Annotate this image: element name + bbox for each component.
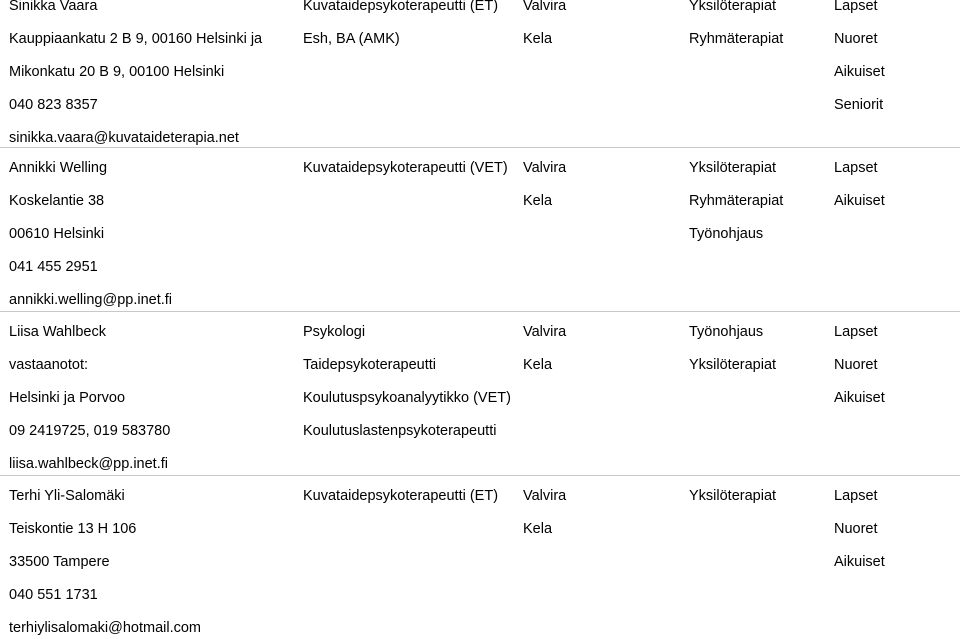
contact-cell: Kauppiaankatu 2 B 9, 00160 Helsinki ja	[9, 30, 263, 47]
contact-cell: Mikonkatu 20 B 9, 00100 Helsinki	[9, 63, 225, 80]
entry-row	[0, 519, 960, 539]
contact-cell: Koskelantie 38	[9, 192, 105, 209]
qualification-cell: Esh, BA (AMK)	[303, 30, 400, 47]
contact-cell: terhiylisalomaki@hotmail.com	[9, 619, 201, 636]
contact-cell: 040 551 1731	[9, 586, 98, 603]
entry-row	[0, 257, 960, 277]
entry-row	[0, 421, 960, 441]
entry-row	[0, 322, 960, 342]
client-group-cell: Lapset	[834, 488, 878, 504]
service-cell: Yksilöterapiat	[689, 488, 777, 504]
entry-row	[0, 128, 960, 148]
entry-row	[0, 290, 960, 310]
entry-row	[0, 224, 960, 244]
entry-row	[0, 191, 960, 211]
client-group-cell: Aikuiset	[834, 553, 885, 570]
qualification-cell: Psykologi	[303, 324, 366, 340]
qualification-cell: Taidepsykoterapeutti	[303, 356, 436, 373]
contact-cell: Sinikka Vaara	[9, 0, 98, 14]
contact-cell: 33500 Tampere	[9, 553, 110, 570]
contact-cell: 041 455 2951	[9, 258, 98, 275]
contact-cell: 00610 Helsinki	[9, 225, 105, 242]
client-group-cell: Seniorit	[834, 96, 884, 113]
client-group-cell: Aikuiset	[834, 192, 885, 209]
contact-cell: Helsinki ja Porvoo	[9, 389, 126, 406]
client-group-cell: Lapset	[834, 0, 878, 14]
contact-cell: annikki.welling@pp.inet.fi	[9, 291, 173, 308]
qualification-cell: Kuvataidepsykoterapeutti (ET)	[303, 488, 499, 504]
registration-cell: Valvira	[523, 160, 567, 176]
entry-row	[0, 454, 960, 474]
registration-cell: Kela	[523, 520, 553, 537]
contact-cell: 040 823 8357	[9, 96, 98, 113]
qualification-cell: Koulutuslastenpsykoterapeutti	[303, 422, 497, 439]
entry-divider	[0, 147, 960, 148]
qualification-cell: Koulutuspsykoanalyytikko (VET)	[303, 389, 511, 406]
entry-row	[0, 552, 960, 572]
registration-cell: Kela	[523, 356, 553, 373]
client-group-cell: Lapset	[834, 160, 878, 176]
entry-row	[0, 95, 960, 115]
contact-cell: Teiskontie 13 H 106	[9, 520, 137, 537]
entry-row	[0, 158, 960, 178]
contact-cell: liisa.wahlbeck@pp.inet.fi	[9, 455, 168, 472]
registration-cell: Valvira	[523, 324, 567, 340]
entry-row	[0, 585, 960, 605]
service-cell: Ryhmäterapiat	[689, 30, 784, 47]
service-cell: Ryhmäterapiat	[689, 192, 784, 209]
client-group-cell: Nuoret	[834, 520, 878, 537]
service-cell: Työnohjaus	[689, 324, 764, 340]
service-cell: Yksilöterapiat	[689, 356, 777, 373]
client-group-cell: Aikuiset	[834, 389, 885, 406]
service-cell: Työnohjaus	[689, 225, 764, 242]
client-group-cell: Nuoret	[834, 356, 878, 373]
qualification-cell: Kuvataidepsykoterapeutti (ET)	[303, 0, 499, 14]
contact-cell: vastaanotot:	[9, 356, 88, 373]
entry-row	[0, 388, 960, 408]
client-group-cell: Aikuiset	[834, 63, 885, 80]
registration-cell: Kela	[523, 30, 553, 47]
service-cell: Yksilöterapiat	[689, 160, 777, 176]
contact-cell: Terhi Yli-Salomäki	[9, 488, 125, 504]
entry-row	[0, 0, 960, 16]
contact-cell: Liisa Wahlbeck	[9, 324, 106, 340]
entry-divider	[0, 311, 960, 312]
entry-divider	[0, 475, 960, 476]
entry-row	[0, 62, 960, 82]
registration-cell: Valvira	[523, 0, 567, 14]
contact-cell: sinikka.vaara@kuvataideterapia.net	[9, 129, 239, 146]
registration-cell: Valvira	[523, 488, 567, 504]
contact-cell: 09 2419725, 019 583780	[9, 422, 171, 439]
qualification-cell: Kuvataidepsykoterapeutti (VET)	[303, 160, 508, 176]
entry-row	[0, 355, 960, 375]
entry-row	[0, 29, 960, 49]
registration-cell: Kela	[523, 192, 553, 209]
client-group-cell: Nuoret	[834, 30, 878, 47]
client-group-cell: Lapset	[834, 324, 878, 340]
contact-cell: Annikki Welling	[9, 160, 108, 176]
entry-row	[0, 618, 960, 638]
entry-row	[0, 486, 960, 506]
service-cell: Yksilöterapiat	[689, 0, 777, 14]
